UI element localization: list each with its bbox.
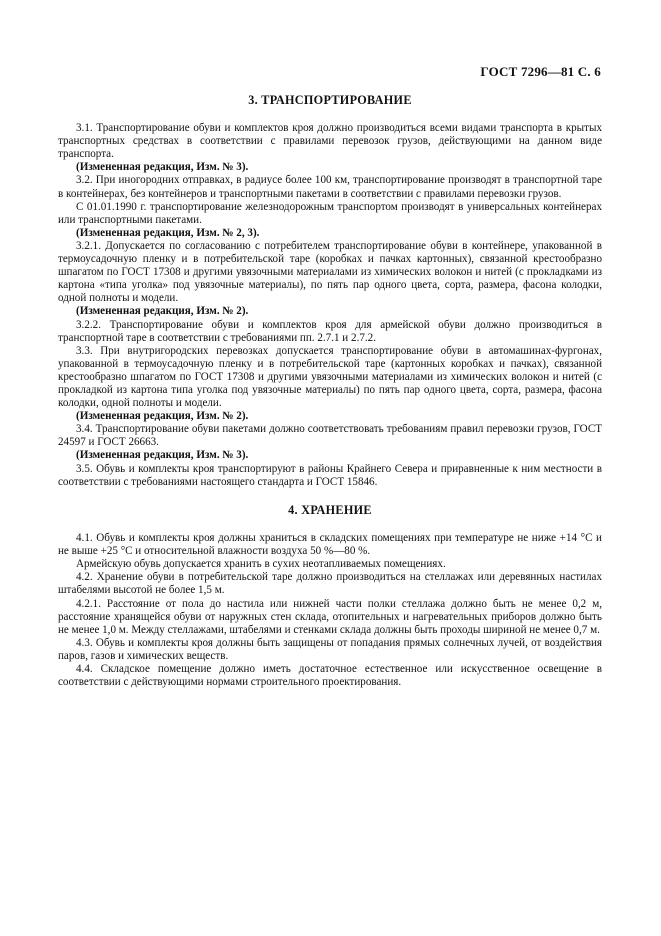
amendment-note: (Измененная редакция, Изм. № 3). (76, 161, 249, 174)
section-body (58, 122, 602, 489)
paragraph: 4.2.1. Расстояние от пола до настила или нижней части полки стеллажа должно быть не менее 0,2 м, расстояние хранящейся обуви от наружных стен склада, отопительных и нагревательных приборов должно быть не менее 1,0 м. Между стеллажами, штабелями и стенками склада должны быть проходы шириной не менее 0,7 м. (58, 597, 602, 636)
section-transportation (58, 94, 602, 489)
amendment-note: (Измененная редакция, Изм. № 2). (76, 305, 249, 318)
section-heading: 4. ХРАНЕНИЕ (288, 503, 372, 517)
paragraph: Армейскую обувь допускается хранить в сухих неотапливаемых помещениях. (76, 558, 446, 571)
paragraph: 3.5. Обувь и комплекты кроя транспортируют в районы Крайнего Севера и приравненные к ним местности в соответствии с требованиями настоящего стандарта и ГОСТ 15846. (58, 462, 602, 488)
paragraph: 3.3. При внутригородских перевозках допускается транспортирование обуви в автомашинах-фургонах, упакованной в термоусадочную пленку и в потребительской таре (картонных коробках и пачках), связанной крестообразно шпагатом по ГОСТ 17308 и другими увязочными материалами из химических волокон и нитей (с прокладкой из картона типа уголка под увязочные материалы) по пять пар одного цвета, сорта, размера, фасона колодки, одной полноты и модели. (58, 344, 602, 410)
amendment-note: (Измененная редакция, Изм. № 2). (76, 410, 249, 423)
page-header: ГОСТ 7296—81 С. 6 (480, 64, 601, 79)
paragraph: 3.4. Транспортирование обуви пакетами должно соответствовать требованиям правил перевозки грузов, ГОСТ 24597 и ГОСТ 26663. (58, 423, 602, 449)
paragraph: 3.2.2. Транспортирование обуви и комплектов кроя для армейской обуви должно производиться в транспортной таре в соответствии с требованиями пп. 2.7.1 и 2.7.2. (58, 318, 602, 344)
paragraph: 4.1. Обувь и комплекты кроя должны храниться в складских помещениях при температуре не ниже +14 °С и не выше +25 °С и относительной влажности воздуха 50 %—80 %. (58, 532, 602, 558)
paragraph: 3.1. Транспортирование обуви и комплектов кроя должно производиться всеми видами транспорта в крытых транспортных средствах в соответствии с правилами перевозок грузов, действующими на данном виде транспорта. (58, 122, 602, 161)
amendment-note: (Измененная редакция, Изм. № 2, 3). (76, 226, 260, 239)
paragraph: С 01.01.1990 г. транспортирование железнодорожным транспортом производят в универсальных контейнерах или транспортными пакетами. (58, 200, 602, 226)
amendment-note: (Измененная редакция, Изм. № 3). (76, 449, 249, 462)
paragraph: 3.2. При иногородних отправках, в радиусе более 100 км, транспортирование производят в транспортной таре в контейнерах, без контейнеров и транспортными пакетами в соответствии с правилами перевозки грузов. (58, 174, 602, 200)
section-body (58, 532, 602, 689)
section-heading: 3. ТРАНСПОРТИРОВАНИЕ (248, 93, 412, 107)
section-storage (58, 504, 602, 689)
paragraph: 3.2.1. Допускается по согласованию с потребителем транспортирование обуви в контейнере, упакованной в термоусадочную пленку и в потребительской таре (коробках и пачках картонных), связанной крестообразно шпагатом по ГОСТ 17308 и другими увязочными материалами из химических волокон и нитей (с прокладками из картона «типа уголка» под увязочные материалы), по пять пар одного цвета, сорта, размера, фасона колодки, одной полноты и модели. (58, 239, 602, 305)
paragraph: 4.4. Складское помещение должно иметь достаточное естественное или искусственное освещение в соответствии с действующими нормами строительного проектирования. (58, 663, 602, 689)
paragraph: 4.2. Хранение обуви в потребительской таре должно производиться на стеллажах или деревянных настилах штабелями высотой не более 1,5 м. (58, 571, 602, 597)
paragraph: 4.3. Обувь и комплекты кроя должны быть защищены от попадания прямых солнечных лучей, от воздействия паров, газов и химических веществ. (58, 636, 602, 662)
